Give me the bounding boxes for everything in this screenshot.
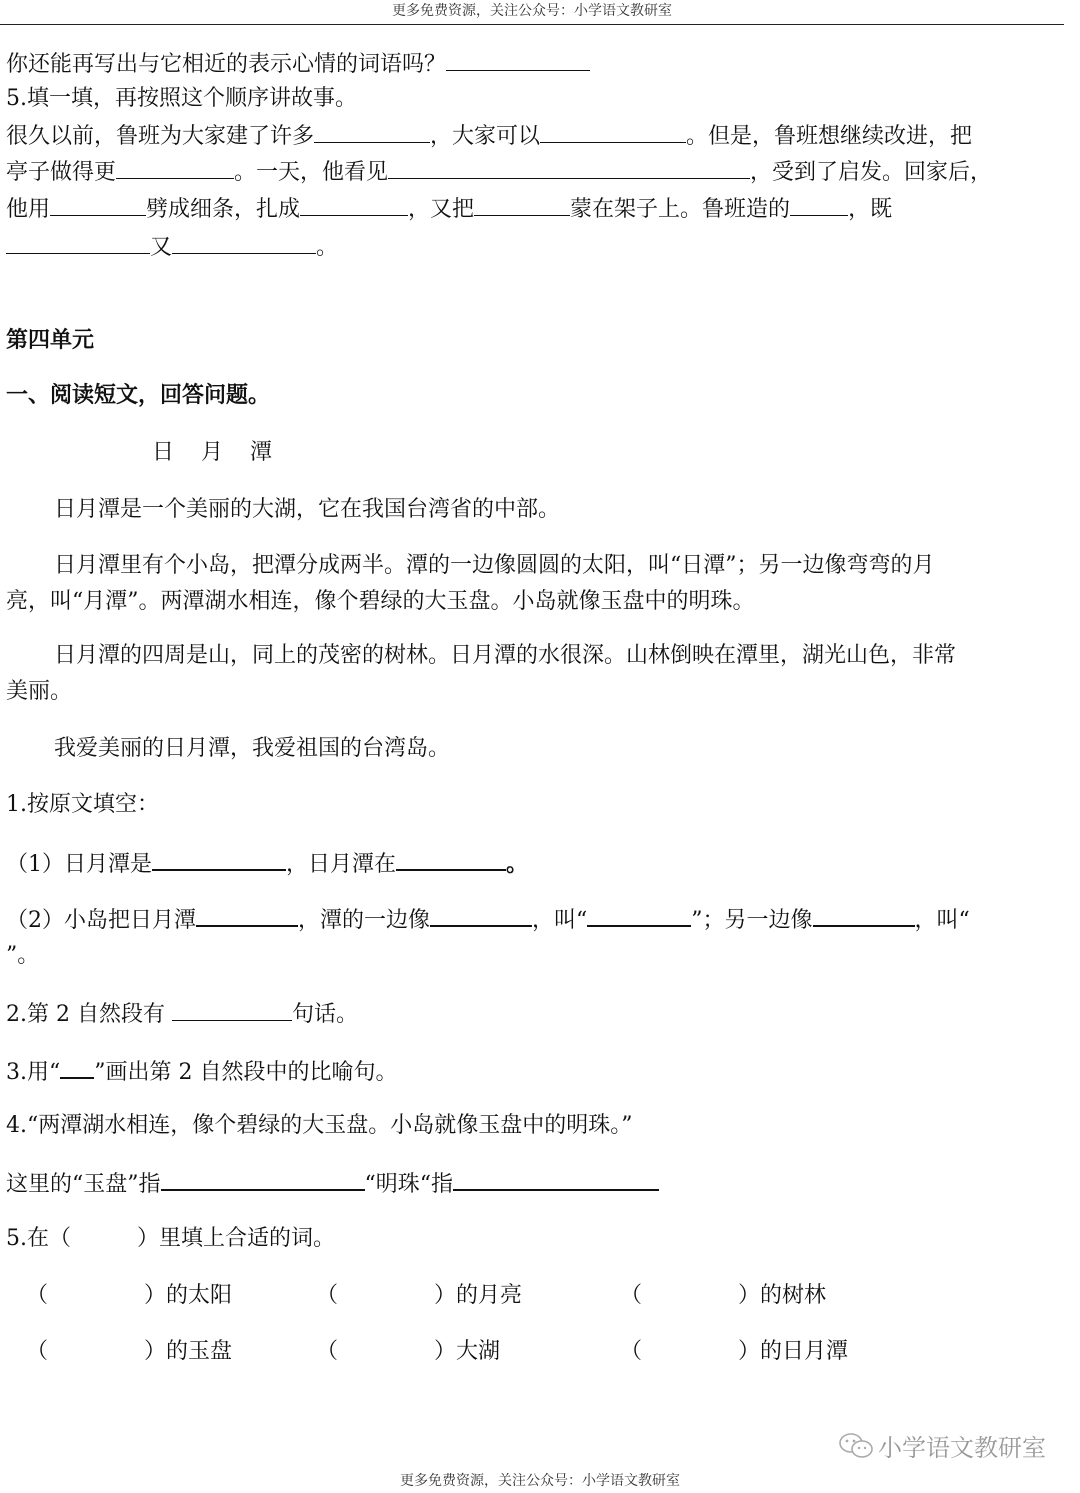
passage-paragraph-2-line-2: 亮，叫“月潭”。两潭湖水相连，像个碧绿的大玉盘。小岛就像玉盘中的明珠。 xyxy=(6,589,755,614)
answer-blank[interactable] xyxy=(314,120,430,143)
question-1-1 xyxy=(6,847,528,880)
question-text: 你还能再写出与它相近的表示心情的词语吗？ xyxy=(6,52,447,77)
story-text: 。一天，他看见 xyxy=(234,160,389,185)
story-text: 他用 xyxy=(6,197,51,222)
question-1-2-end: ”。 xyxy=(6,943,40,968)
story-line-3 xyxy=(6,193,892,225)
question-text: ，日月潭在 xyxy=(286,852,397,877)
question-words-line xyxy=(6,48,590,80)
question-3 xyxy=(6,1055,397,1088)
passage-paragraph-2-line-1: 日月潭里有个小岛，把潭分成两半。潭的一边像圆圆的太阳，叫“日潭”；另一边像弯弯的月 xyxy=(54,553,935,578)
passage-paragraph-4: 我爱美丽的日月潭，我爱祖国的台湾岛。 xyxy=(54,736,451,761)
fill-paren-5[interactable]: （ ）大湖 xyxy=(316,1339,501,1364)
question-text: ”画出第 2 自然段中的比喻句。 xyxy=(94,1060,398,1085)
question-1: 1.按原文填空： xyxy=(6,792,159,817)
question-5-title: 5.填一填，再按照这个顺序讲故事。 xyxy=(6,86,357,111)
question-text: ，叫“ xyxy=(532,908,588,933)
question-text: （2）小岛把日月潭 xyxy=(6,908,196,933)
question-text: 句话。 xyxy=(291,1002,358,1027)
story-text: 亭子做得更 xyxy=(6,160,117,185)
question-4-answer xyxy=(6,1167,659,1200)
question-text: （1）日月潭是 xyxy=(6,852,152,877)
answer-blank[interactable] xyxy=(196,903,298,927)
answer-blank[interactable] xyxy=(161,1167,365,1191)
story-line-1 xyxy=(6,120,972,152)
fill-paren-4[interactable]: （ ）的玉盘 xyxy=(26,1339,233,1364)
answer-blank[interactable] xyxy=(790,193,848,216)
question-text: 2.第 2 自然段有 xyxy=(6,1002,172,1027)
answer-blank[interactable] xyxy=(388,156,750,179)
question-1-2 xyxy=(6,903,970,936)
story-text: 。但是，鲁班想继续改进，把 xyxy=(686,124,973,149)
question-2 xyxy=(6,998,358,1030)
answer-blank[interactable] xyxy=(396,847,506,871)
answer-blank[interactable] xyxy=(300,193,408,216)
answer-blank[interactable] xyxy=(152,847,286,871)
answer-blank[interactable] xyxy=(172,998,292,1021)
question-text: 3.用“ xyxy=(6,1060,61,1085)
passage-paragraph-3-line-1: 日月潭的四周是山，同上的茂密的树林。日月潭的水很深。山林倒映在潭里，湖光山色，非常 xyxy=(54,643,957,668)
part-one-heading: 一、阅读短文，回答问题。 xyxy=(6,382,271,408)
question-text: 这里的“玉盘”指 xyxy=(6,1172,161,1197)
story-text: 又 xyxy=(150,235,173,260)
story-text: ，大家可以 xyxy=(430,124,541,149)
page-footer: 更多免费资源，关注公众号：小学语文教研室 xyxy=(400,1473,680,1489)
question-4: 4.“两潭湖水相连，像个碧绿的大玉盘。小岛就像玉盘中的明珠。” xyxy=(6,1113,633,1138)
fill-paren-3[interactable]: （ ）的树林 xyxy=(620,1283,827,1308)
fill-paren-1[interactable]: （ ）的太阳 xyxy=(26,1283,233,1308)
question-text: ”；另一边像 xyxy=(691,908,813,933)
answer-blank[interactable] xyxy=(813,903,915,927)
question-5: 5.在（ ）里填上合适的词。 xyxy=(6,1226,335,1251)
answer-blank[interactable] xyxy=(116,156,234,179)
story-text: 很久以前，鲁班为大家建了许多 xyxy=(6,124,315,149)
question-text: 。 xyxy=(506,851,529,877)
answer-blank[interactable] xyxy=(474,193,570,216)
question-text: “明珠“指 xyxy=(364,1172,453,1197)
question-text: ，叫“ xyxy=(914,908,970,933)
story-text: 劈成细条，扎成 xyxy=(146,197,301,222)
answer-blank[interactable] xyxy=(50,193,146,216)
story-text: ，又把 xyxy=(408,197,475,222)
answer-blank[interactable] xyxy=(540,120,686,143)
watermark-text: 小学语文教研室 xyxy=(878,1434,1046,1462)
passage-paragraph-1: 日月潭是一个美丽的大湖，它在我国台湾省的中部。 xyxy=(54,497,561,522)
story-text: 。 xyxy=(316,235,339,260)
answer-blank[interactable] xyxy=(453,1167,659,1191)
answer-blank[interactable] xyxy=(6,231,150,254)
answer-blank[interactable] xyxy=(587,903,691,927)
watermark xyxy=(838,1428,1046,1466)
answer-blank[interactable] xyxy=(172,231,316,254)
fill-paren-6[interactable]: （ ）的日月潭 xyxy=(620,1339,849,1364)
question-text: ，潭的一边像 xyxy=(298,908,431,933)
passage-paragraph-3-line-2: 美丽。 xyxy=(6,679,73,704)
page-header: 更多免费资源，关注公众号：小学语文教研室 xyxy=(0,0,1064,25)
answer-blank[interactable] xyxy=(430,903,532,927)
story-text: ，受到了启发。回家后， xyxy=(750,160,993,185)
wechat-icon xyxy=(838,1432,874,1466)
story-text: ，既 xyxy=(848,197,893,222)
fill-paren-2[interactable]: （ ）的月亮 xyxy=(316,1283,523,1308)
answer-blank[interactable] xyxy=(446,48,590,71)
unit-title: 第四单元 xyxy=(6,327,95,353)
story-text: 蒙在架子上。鲁班造的 xyxy=(570,197,791,222)
story-line-4 xyxy=(6,231,338,263)
passage-title: 日 月 潭 xyxy=(152,440,282,465)
story-line-2 xyxy=(6,156,992,188)
underline-sample xyxy=(60,1055,94,1079)
